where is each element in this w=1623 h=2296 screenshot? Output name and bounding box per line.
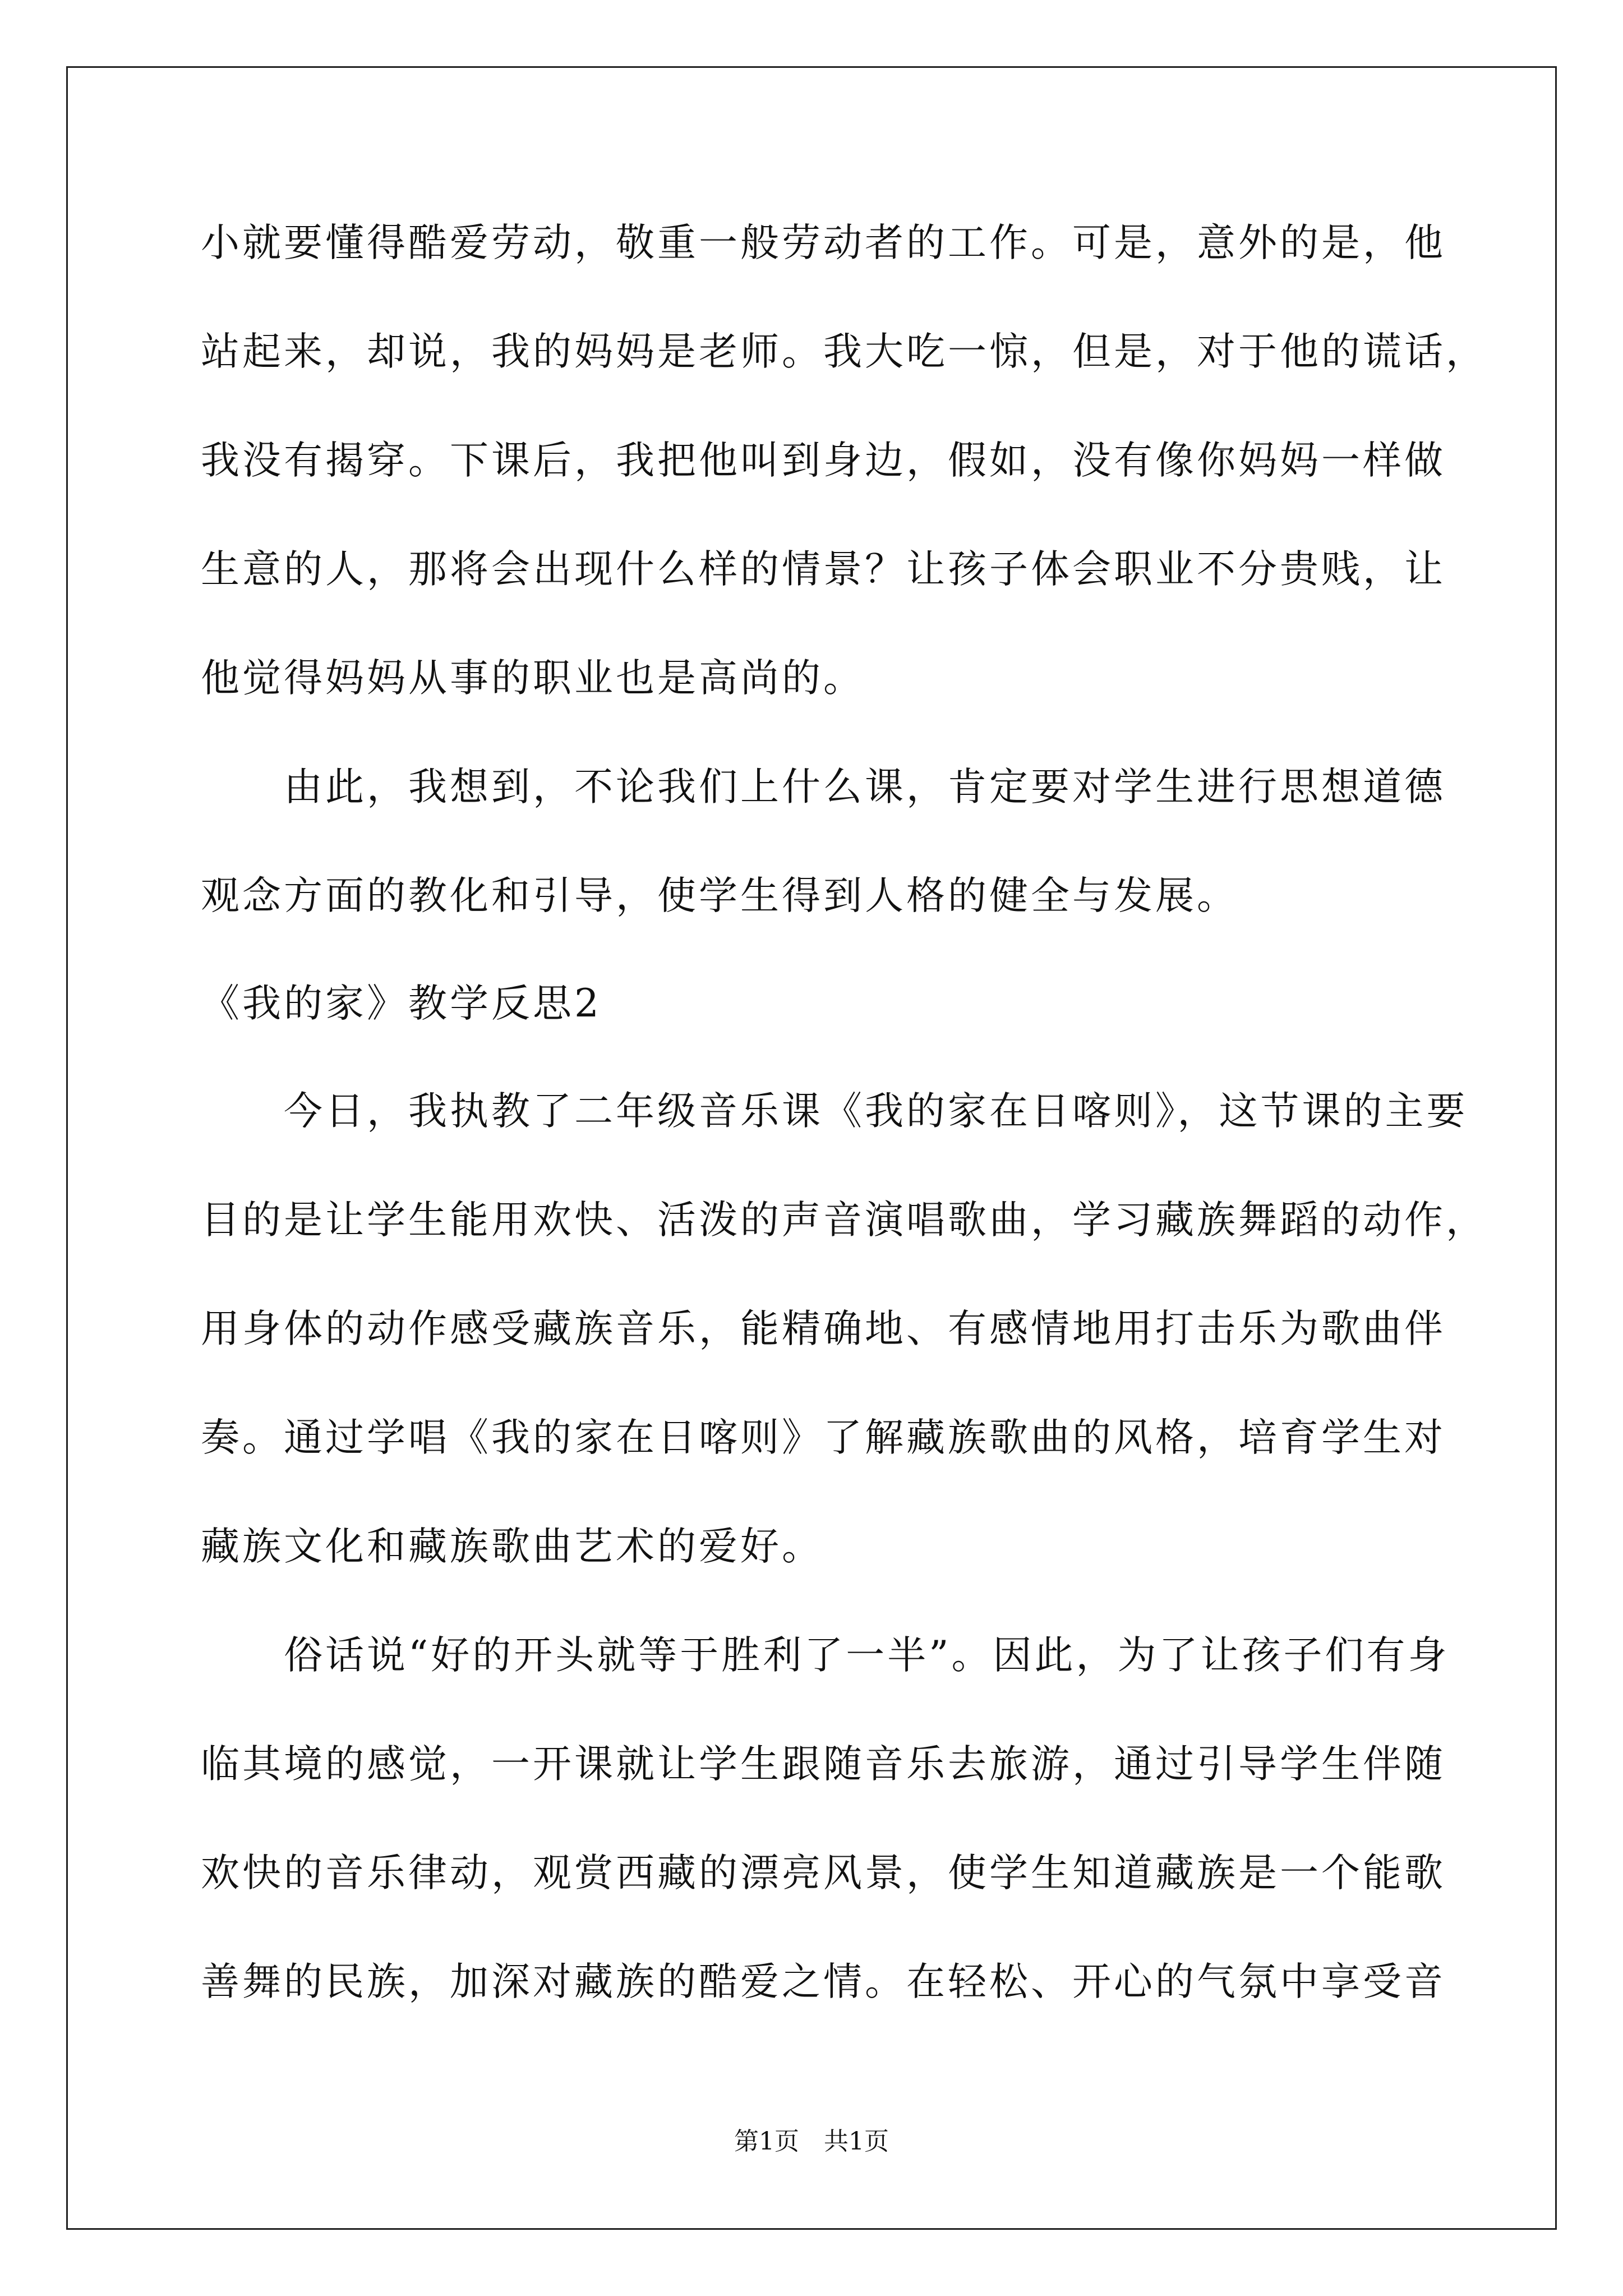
text-line: 目的是让学生能用欢快、活泼的声音演唱歌曲，学习藏族舞蹈的动作，	[201, 1198, 1487, 1243]
section-heading: 《我的家》教学反思2	[201, 981, 602, 1026]
text-line: 善舞的民族，加深对藏族的酷爱之情。在轻松、开心的气氛中享受音	[201, 1959, 1446, 2004]
text-line: 藏族文化和藏族歌曲艺术的爱好。	[201, 1524, 823, 1569]
text-line: 奏。通过学唱《我的家在日喀则》了解藏族歌曲的风格，培育学生对	[201, 1415, 1446, 1460]
text-line: 生意的人，那将会出现什么样的情景？让孩子体会职业不分贵贱，让	[201, 547, 1446, 592]
text-line: 由此，我想到，不论我们上什么课，肯定要对学生进行思想道德	[201, 765, 1446, 809]
document-body	[201, 216, 1487, 2009]
text-line: 临其境的感觉，一开课就让学生跟随音乐去旅游，通过引导学生伴随	[201, 1742, 1446, 1787]
page-footer: 第1页 共1页	[734, 2127, 889, 2156]
text-line: 俗话说“好的开头就等于胜利了一半”。因此，为了让孩子们有身	[201, 1633, 1450, 1678]
text-line: 今日，我执教了二年级音乐课《我的家在日喀则》，这节课的主要	[201, 1089, 1468, 1134]
text-line: 我没有揭穿。下课后，我把他叫到身边，假如，没有像你妈妈一样做	[201, 438, 1446, 483]
text-line: 用身体的动作感受藏族音乐，能精确地、有感情地用打击乐为歌曲伴	[201, 1306, 1446, 1351]
text-line: 站起来，却说，我的妈妈是老师。我大吃一惊，但是，对于他的谎话，	[201, 329, 1487, 374]
text-line: 欢快的音乐律动，观赏西藏的漂亮风景，使学生知道藏族是一个能歌	[201, 1851, 1446, 1895]
text-line: 小就要懂得酷爱劳动，敬重一般劳动者的工作。可是，意外的是，他	[201, 220, 1446, 265]
text-line: 他觉得妈妈从事的职业也是高尚的。	[201, 656, 865, 701]
text-line: 观念方面的教化和引导，使学生得到人格的健全与发展。	[201, 873, 1238, 918]
